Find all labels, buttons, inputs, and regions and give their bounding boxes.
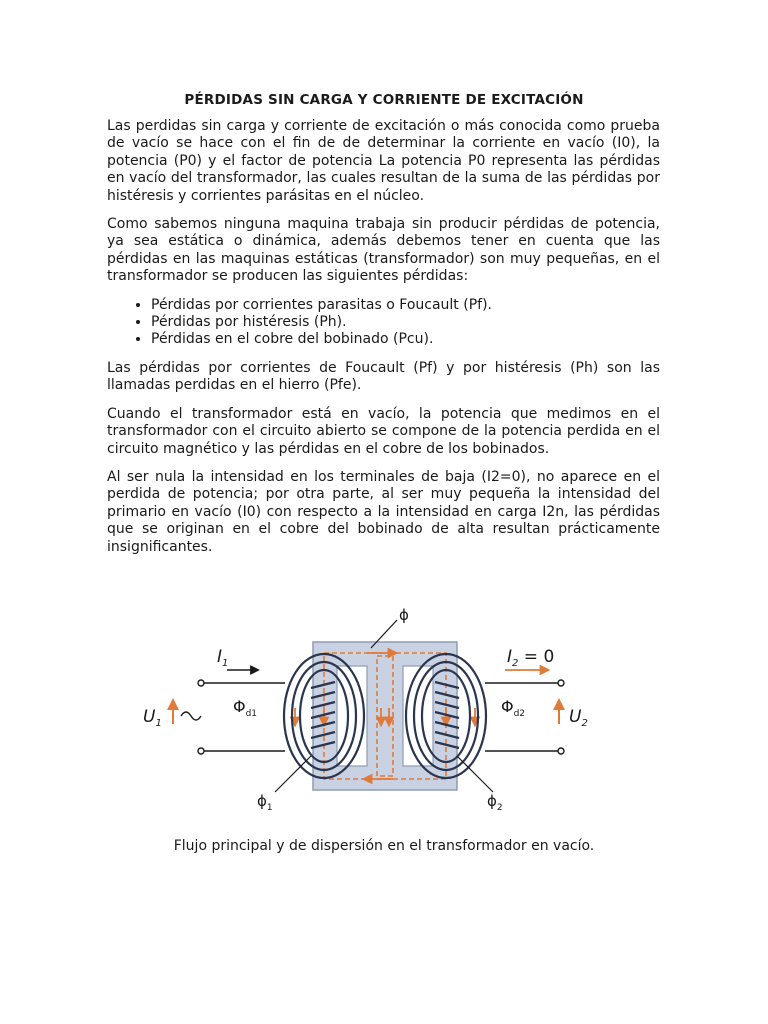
list-item: • Pérdidas en el cobre del bobinado (Pcu). — [151, 331, 660, 348]
paragraph-2: Como sabemos ninguna maquina trabaja sin producir pérdidas de potencia, ya sea estática o dinámica, además debemos tener en cuenta que las pérdidas en las maquinas estáticas (transformador) son muy pequeñas, en el transformador se producen las siguientes pérdidas: — [107, 216, 660, 285]
paragraph-3: Las pérdidas por corrientes de Foucault (Pf) y por histéresis (Ph) son las llamadas perdidas en el hierro (Pfe). — [107, 359, 660, 394]
paragraph-4: Cuando el transformador está en vacío, la potencia que medimos en el transformador con el circuito abierto se compone de la potencia perdida en el circuito magnético y las pérdidas en el cobre de los bobinados. — [107, 405, 660, 457]
label-u1: $U_1$ — [143, 707, 162, 729]
paragraph-1: Las perdidas sin carga y corriente de excitación o más conocida como prueba de vacío se hace con el fin de de determinar la corriente en vacío (I0), la potencia (P0) y el factor de potencia La potencia P0 representa las pérdidas en vacío del transformador, las cuales resultan de la suma de las pérdidas por histéresis y corrientes parásitas en el núcleo. — [107, 118, 660, 204]
label-phid1: $\Phi_{d1}$ — [233, 697, 258, 719]
figure-caption: Flujo principal y de dispersión en el transformador en vacío. — [173, 838, 595, 854]
document-body — [107, 118, 660, 567]
label-i2: $I_2 = 0$ — [507, 647, 555, 669]
label-phi2: $\phi_2$ — [487, 792, 503, 813]
label-u2: $U_2$ — [569, 707, 588, 729]
transformer-diagram — [135, 596, 615, 826]
list-item: • Pérdidas por histéresis (Ph). — [151, 314, 660, 331]
list-item: • Pérdidas por corrientes parasitas o Foucault (Pf). — [151, 297, 660, 314]
label-phi: ϕ — [399, 606, 409, 624]
losses-list — [107, 297, 660, 349]
label-phid2: $\Phi_{d2}$ — [501, 697, 526, 719]
label-phi1: $\phi_1$ — [257, 792, 273, 813]
page-title: PÉRDIDAS SIN CARGA Y CORRIENTE DE EXCITACIÓN — [184, 92, 584, 108]
label-i1: $I_1$ — [217, 647, 229, 669]
paragraph-5: Al ser nula la intensidad en los terminales de baja (I2=0), no aparece en el perdida de potencia; por otra parte, al ser muy pequeña la intensidad del primario en vacío (I0) con respecto a la intensidad en carga I2n, las pérdidas que se originan en el cobre del bobinado de alta resultan prácticamente insignificantes. — [107, 468, 660, 555]
